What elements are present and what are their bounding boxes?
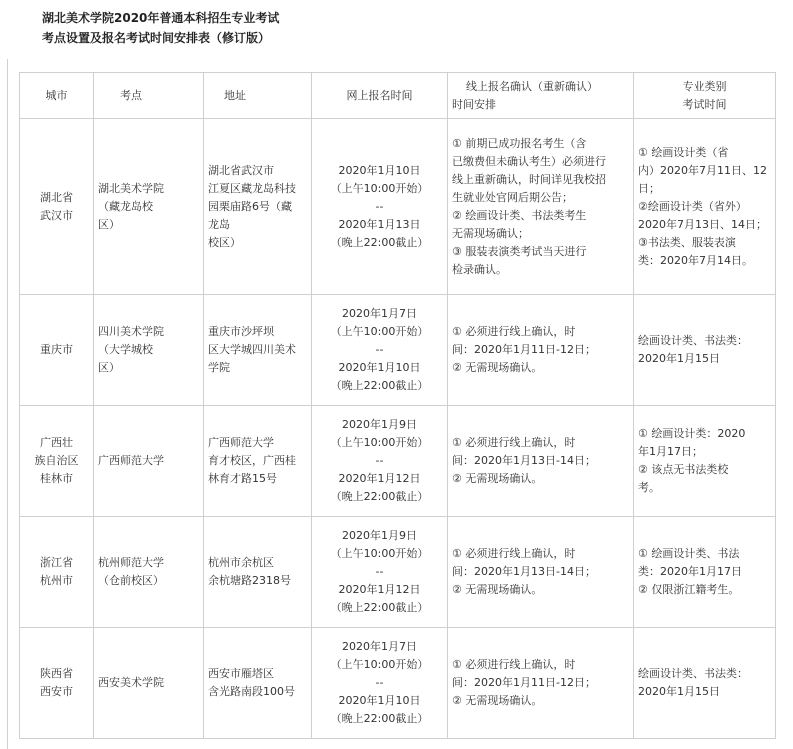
address-line: 江夏区藏龙岛科技	[208, 181, 296, 195]
online-registration-line: （上午10:00开始）	[330, 436, 429, 449]
exam-time-line: ① 绘画设计类、书法	[638, 547, 740, 560]
venue-cell	[94, 628, 204, 739]
city-line: 族自治区	[34, 454, 79, 467]
venue-line: （仓前校区）	[98, 574, 164, 587]
online-registration-line: （上午10:00开始）	[330, 658, 429, 671]
online-registration-line: （上午10:00开始）	[330, 325, 429, 338]
city-line: 浙江省	[40, 556, 73, 569]
online-registration-line: --	[375, 676, 384, 689]
venue-line: 湖北美术学院	[98, 181, 164, 195]
online-confirmation-line: ① 前期已成功报名考生（含	[452, 136, 587, 150]
online-registration-cell	[312, 295, 448, 406]
online-registration-line: 2020年1月13日	[338, 217, 421, 231]
online-confirmation-line: 线上重新确认，时间详见我校招	[452, 172, 606, 186]
header-confirm-line-2: 时间安排	[452, 97, 496, 111]
table-body	[20, 119, 776, 739]
header-exam-line-1: 专业类别	[682, 79, 727, 93]
online-registration-line: （晚上22:00截止）	[330, 379, 429, 392]
exam-time-line: 2020年1月15日	[638, 685, 720, 698]
online-registration-line: 2020年1月7日	[342, 307, 417, 320]
address-line: 湖北省武汉市	[208, 163, 274, 177]
exam-time-line: 类：2020年7月14日。	[638, 253, 753, 267]
exam-time-line: 2020年7月13日、14日；	[638, 217, 767, 231]
venue-line: 杭州师范大学	[98, 556, 164, 569]
exam-time-line: 绘画设计类、书法类：	[638, 334, 748, 347]
address-line: 林育才路15号	[208, 472, 277, 485]
city-line: 湖北省	[40, 190, 73, 204]
header-city: 城市	[20, 73, 94, 119]
address-cell	[204, 628, 312, 739]
online-confirmation-line: 间：2020年1月11日-12日；	[452, 676, 596, 689]
online-confirmation-cell	[448, 517, 634, 628]
address-line: 余杭塘路2318号	[208, 574, 291, 587]
venue-line: 四川美术学院	[98, 325, 164, 338]
online-registration-line: （晚上22:00截止）	[330, 712, 429, 725]
table-row	[20, 628, 776, 739]
online-confirmation-line: 无需现场确认；	[452, 226, 529, 240]
online-registration-cell	[312, 406, 448, 517]
online-registration-line: （晚上22:00截止）	[330, 235, 429, 249]
online-registration-line: 2020年1月10日	[338, 163, 421, 177]
city-cell	[20, 295, 94, 406]
address-line: 育才校区，广西桂	[208, 454, 296, 467]
address-cell	[204, 295, 312, 406]
online-registration-cell	[312, 517, 448, 628]
exam-time-line: 2020年1月15日	[638, 352, 720, 365]
city-line: 陕西省	[40, 667, 73, 680]
address-line: 杭州市余杭区	[208, 556, 274, 569]
online-confirmation-cell	[448, 406, 634, 517]
address-line: 校区）	[208, 235, 241, 249]
online-confirmation-cell	[448, 628, 634, 739]
online-confirmation-line: 间：2020年1月13日-14日；	[452, 454, 596, 467]
online-confirmation-line: 检录确认。	[452, 262, 507, 276]
exam-time-line: 内）2020年7月11日、12	[638, 163, 767, 177]
online-registration-line: --	[375, 454, 384, 467]
exam-time-cell	[634, 628, 776, 739]
header-confirm-line-1: 线上报名确认（重新确认）	[466, 79, 598, 93]
online-registration-line: --	[375, 343, 384, 356]
header-venue: 考点	[94, 73, 204, 119]
online-registration-line: 2020年1月9日	[342, 529, 417, 542]
city-cell	[20, 119, 94, 295]
header-address: 地址	[204, 73, 312, 119]
header-exam	[634, 73, 776, 119]
online-registration-line: （晚上22:00截止）	[330, 490, 429, 503]
heading-line-1: 湖北美术学院2020年普通本科招生专业考试	[42, 11, 280, 25]
exam-time-cell	[634, 406, 776, 517]
header-online-confirmation	[448, 73, 634, 119]
online-confirmation-line: ① 必须进行线上确认，时	[452, 658, 576, 671]
online-confirmation-line: 已缴费但未确认考生）必须进行	[452, 154, 606, 168]
city-line: 广西壮	[40, 436, 73, 449]
document-heading	[42, 8, 279, 48]
exam-time-line: ② 仅限浙江籍考生。	[638, 583, 740, 596]
address-line: 重庆市沙坪坝	[208, 325, 274, 338]
address-cell	[204, 517, 312, 628]
online-confirmation-line: ① 必须进行线上确认，时	[452, 547, 576, 560]
exam-time-line: 考。	[638, 481, 660, 494]
venue-cell	[94, 406, 204, 517]
city-cell	[20, 628, 94, 739]
table-row	[20, 517, 776, 628]
online-confirmation-line: 间：2020年1月13日-14日；	[452, 565, 596, 578]
city-cell	[20, 406, 94, 517]
address-line: 区大学城四川美术	[208, 343, 296, 356]
heading-line-2: 考点设置及报名考试时间安排表（修订版）	[42, 31, 271, 45]
address-line: 龙岛	[208, 217, 230, 231]
address-line: 广西师范大学	[208, 436, 274, 449]
online-registration-line: --	[375, 199, 384, 213]
city-cell	[20, 517, 94, 628]
online-registration-line: 2020年1月12日	[338, 583, 421, 596]
online-registration-line: 2020年1月7日	[342, 640, 417, 653]
exam-time-cell	[634, 517, 776, 628]
online-confirmation-line: ② 无需现场确认。	[452, 694, 543, 707]
exam-time-line: 类：2020年1月17日	[638, 565, 742, 578]
venue-cell	[94, 119, 204, 295]
venue-line: （藏龙岛校	[98, 199, 153, 213]
exam-time-cell	[634, 119, 776, 295]
online-confirmation-line: 间：2020年1月11日-12日；	[452, 343, 596, 356]
online-confirmation-line: ① 必须进行线上确认，时	[452, 436, 576, 449]
online-registration-cell	[312, 628, 448, 739]
online-confirmation-line: ② 无需现场确认。	[452, 472, 543, 485]
table-row	[20, 406, 776, 517]
exam-time-line: 日；	[638, 181, 660, 195]
city-line: 西安市	[40, 685, 73, 698]
venue-cell	[94, 295, 204, 406]
address-line: 含光路南段100号	[208, 685, 295, 698]
table-row	[20, 119, 776, 295]
online-confirmation-line: ② 无需现场确认。	[452, 583, 543, 596]
venue-line: （大学城校	[98, 343, 153, 356]
table-header-row	[20, 73, 776, 119]
venue-line: 西安美术学院	[98, 676, 164, 689]
online-registration-line: （晚上22:00截止）	[330, 601, 429, 614]
address-line: 西安市雁塔区	[208, 667, 274, 680]
online-confirmation-line: ③ 服装表演类考试当天进行	[452, 244, 587, 258]
online-confirmation-cell	[448, 295, 634, 406]
exam-time-line: 年1月17日；	[638, 445, 703, 458]
city-line: 杭州市	[40, 574, 73, 587]
city-line: 桂林市	[40, 472, 73, 485]
address-line: 园栗庙路6号（藏	[208, 199, 292, 213]
venue-line: 广西师范大学	[98, 454, 164, 467]
online-registration-line: 2020年1月12日	[338, 472, 421, 485]
online-registration-line: --	[375, 565, 384, 578]
address-line: 学院	[208, 361, 230, 374]
online-confirmation-line: ② 绘画设计类、书法类考生	[452, 208, 587, 222]
exam-time-line: ②绘画设计类（省外）	[638, 199, 747, 213]
online-registration-line: 2020年1月10日	[338, 694, 421, 707]
online-registration-line: （上午10:00开始）	[330, 547, 429, 560]
exam-time-line: ① 绘画设计类（省	[638, 145, 729, 159]
header-online-registration: 网上报名时间	[312, 73, 448, 119]
city-line: 重庆市	[40, 343, 73, 356]
online-confirmation-cell	[448, 119, 634, 295]
online-registration-line: （上午10:00开始）	[330, 181, 429, 195]
header-exam-line-2: 考试时间	[682, 97, 727, 111]
exam-time-line: ② 该点无书法类校	[638, 463, 729, 476]
address-cell	[204, 119, 312, 295]
city-line: 武汉市	[40, 208, 73, 222]
address-cell	[204, 406, 312, 517]
online-confirmation-line: ① 必须进行线上确认，时	[452, 325, 576, 338]
exam-time-line: ① 绘画设计类：2020	[638, 427, 746, 440]
online-registration-line: 2020年1月9日	[342, 418, 417, 431]
exam-schedule-table	[19, 72, 776, 739]
table-row	[20, 295, 776, 406]
exam-time-line: 绘画设计类、书法类：	[638, 667, 748, 680]
online-registration-cell	[312, 119, 448, 295]
online-registration-line: 2020年1月10日	[338, 361, 421, 374]
venue-cell	[94, 517, 204, 628]
venue-line: 区）	[98, 217, 120, 231]
exam-time-cell	[634, 295, 776, 406]
online-confirmation-line: ② 无需现场确认。	[452, 361, 543, 374]
online-confirmation-line: 生就业处官网后期公告；	[452, 190, 573, 204]
exam-time-line: ③书法类、服装表演	[638, 235, 736, 249]
venue-line: 区）	[98, 361, 120, 374]
